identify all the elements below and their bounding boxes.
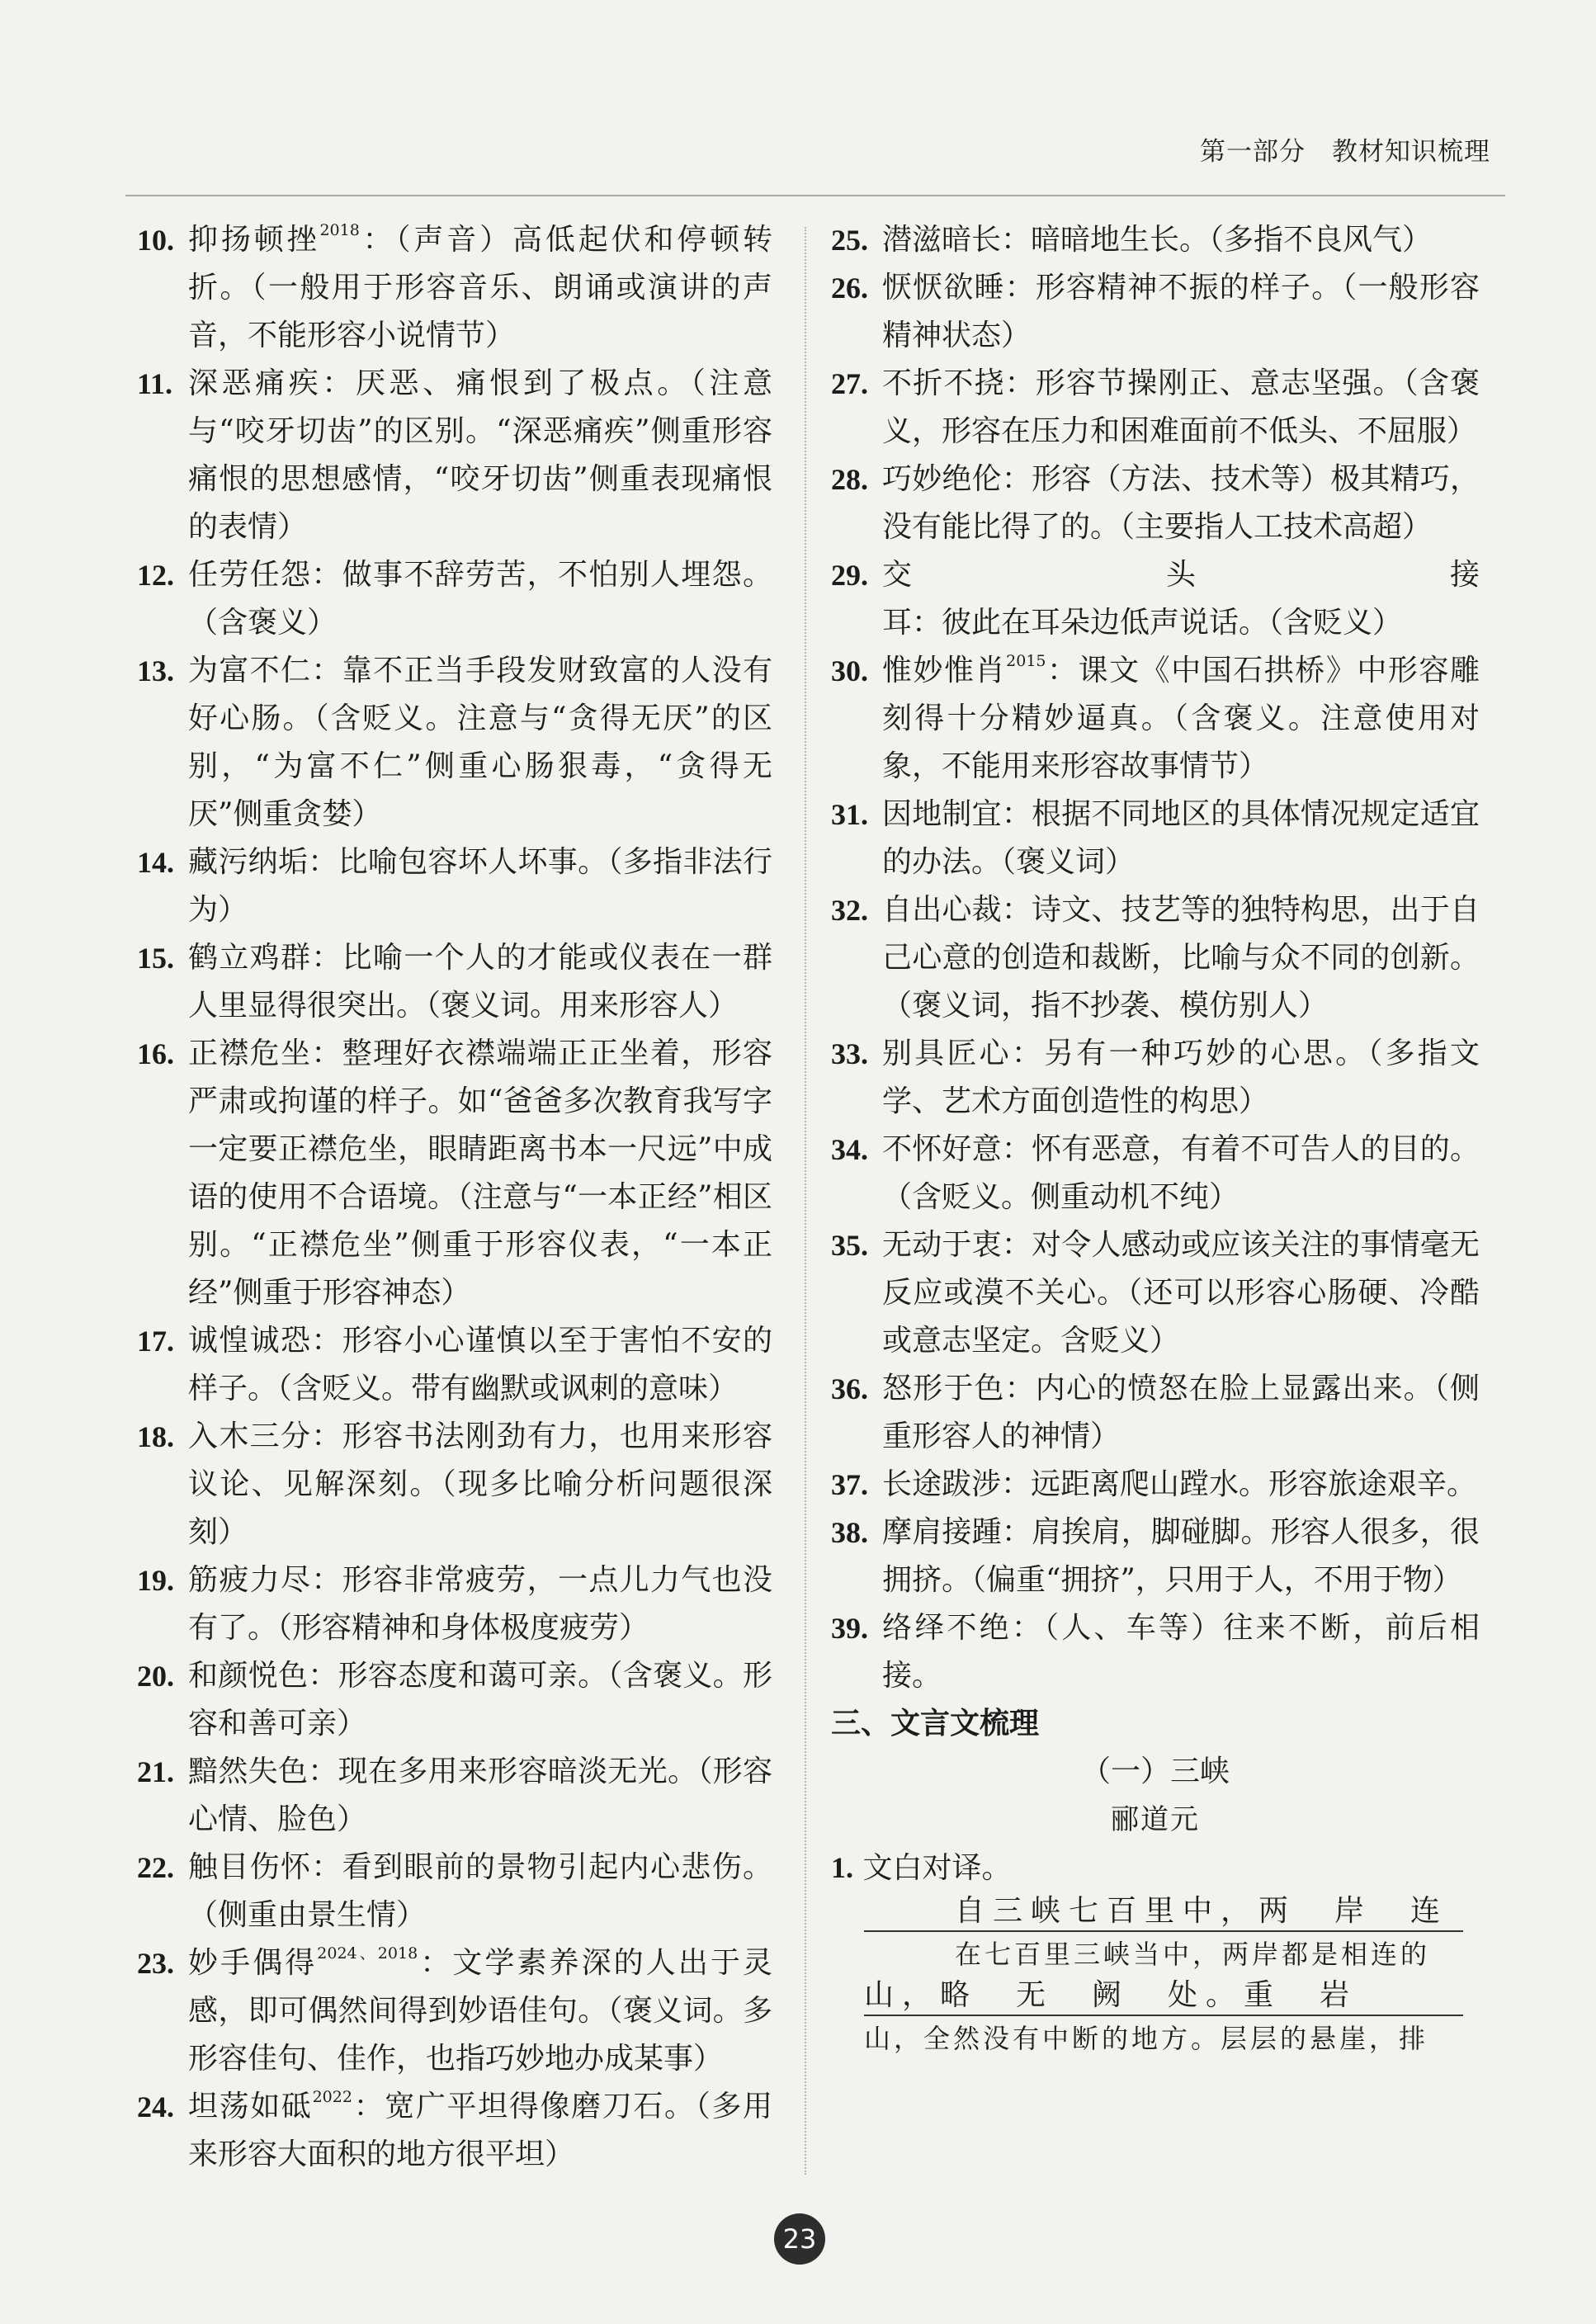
idiom-definition: ：形容态度和蔼可亲。（含褒义。形容和善可亲） (188, 1659, 772, 1741)
idiom-term: 巧妙绝伦 (882, 462, 1002, 496)
idiom-entry (137, 838, 772, 934)
idiom-definition: ：厌恶、痛恨到了极点。（注意与“咬牙切齿”的区别。“深恶痛疾”侧重形容痛恨的思想感情，“咬牙切齿”侧重表现痛恨的表情） (188, 366, 772, 544)
left-column (137, 216, 772, 2179)
exam-year-marker: 2022 (312, 2088, 352, 2106)
entry-number: 29. (831, 559, 868, 592)
page-header: 第一部分 教材知识梳理 (1200, 137, 1490, 167)
exam-year-marker: 2024、2018 (317, 1944, 418, 1963)
idiom-definition: ：肩挨肩，脚碰脚。形容人很多，很拥挤。（偏重“拥挤”，只用于人，不用于物） (882, 1515, 1480, 1597)
modern-translation-line: 山，全然没有中断的地方。层层的悬崖，排 (864, 2023, 1429, 2054)
idiom-term: 诚惶诚恐 (188, 1324, 312, 1358)
idiom-term: 抑扬顿挫 (188, 223, 320, 257)
idiom-entry (831, 360, 1480, 456)
idiom-entry (831, 1604, 1480, 1700)
idiom-term: 络绎不绝 (882, 1611, 1012, 1645)
entry-number: 30. (831, 654, 868, 687)
idiom-term: 妙手偶得 (188, 1946, 318, 1980)
idiom-term: 任劳任怨 (188, 558, 312, 592)
idiom-term: 别具匠心 (882, 1037, 1012, 1070)
idiom-definition: ：比喻包容坏人坏事。（多指非法行为） (188, 845, 772, 927)
idiom-definition: ：宽广平坦得像磨刀石。（多用来形容大面积的地方很平坦） (188, 2090, 772, 2171)
idiom-definition: ：课文《中国石拱桥》中形容雕刻得十分精妙逼真。（含褒义。注意使用对象，不能用来形容故事情节） (882, 654, 1480, 783)
idiom-entry (137, 1030, 772, 1317)
entry-number: 19. (137, 1564, 174, 1597)
idiom-entry (831, 1030, 1480, 1126)
idiom-entry (831, 264, 1480, 360)
idiom-entry (137, 1748, 772, 1844)
entry-number: 10. (137, 224, 174, 257)
idiom-definition: ：形容节操刚正、意志坚强。（含褒义，形容在压力和困难面前不低头、不屈服） (882, 366, 1480, 448)
entry-number: 17. (137, 1325, 174, 1358)
idiom-entry (137, 647, 772, 838)
author-name: 郦道元 (1111, 1803, 1200, 1836)
idiom-entry (137, 2083, 772, 2179)
idiom-term: 为富不仁 (188, 654, 312, 687)
idiom-entry (137, 1939, 772, 2083)
entry-number: 32. (831, 894, 868, 927)
section-title: 三、文言文梳理 (831, 1707, 1040, 1741)
idiom-definition: ：形容书法刚劲有力，也用来形容议论、见解深刻。（现多比喻分析问题很深刻） (188, 1419, 772, 1549)
idiom-definition: ：对令人感动或应该关注的事情毫无反应或漠不关心。（还可以形容心肠硬、冷酷或意志坚定。含贬义） (882, 1228, 1480, 1358)
entry-number: 26. (831, 272, 868, 305)
entry-number: 38. (831, 1516, 868, 1549)
idiom-term: 因地制宜 (882, 797, 1002, 831)
idiom-term: 恹恹欲睡 (882, 271, 1005, 305)
idiom-definition: ：形容（方法、技术等）极其精巧，没有能比得了的。（主要指人工技术高超） (882, 462, 1480, 544)
idiom-entry (831, 1461, 1480, 1509)
entry-number: 33. (831, 1037, 868, 1070)
entry-number: 14. (137, 846, 174, 879)
idiom-term: 黯然失色 (188, 1755, 309, 1788)
idiom-term: 不折不挠 (882, 366, 1005, 400)
idiom-entry (137, 934, 772, 1030)
idiom-definition: ：形容非常疲劳，一点儿力气也没有了。（形容精神和身体极度疲劳） (188, 1563, 772, 1645)
exercise-label: 文白对译。 (862, 1851, 1012, 1885)
idiom-term: 触目伤怀 (188, 1850, 312, 1884)
entry-number: 25. (831, 224, 868, 257)
idiom-term: 自出心裁 (882, 893, 1002, 927)
entry-number: 39. (831, 1612, 868, 1645)
idiom-term: 和颜悦色 (188, 1659, 309, 1693)
exercise-heading (831, 1844, 1480, 1892)
idiom-term: 摩肩接踵 (882, 1515, 1002, 1549)
exam-year-marker: 2018 (319, 221, 360, 239)
entry-number: 13. (137, 654, 174, 687)
idiom-entry (137, 1652, 772, 1748)
idiom-definition: ：彼此在耳朵边低声说话。（含贬义） (912, 606, 1403, 640)
entry-number: 23. (137, 1947, 174, 1980)
classical-line: 自三峡七百里中，两 岸 连 (864, 1892, 1463, 1932)
idiom-entry (137, 1844, 772, 1939)
idiom-entry (831, 1509, 1480, 1604)
idiom-term: 长途跋涉 (882, 1467, 1002, 1501)
entry-number: 11. (137, 367, 173, 400)
idiom-entry (831, 1221, 1480, 1365)
idiom-entry (137, 360, 772, 551)
idiom-term: 深恶痛疾 (188, 366, 323, 400)
idiom-term: 怒形于色 (882, 1372, 1005, 1405)
entry-number: 12. (137, 559, 174, 592)
entry-number: 20. (137, 1660, 174, 1693)
idiom-definition: ：远距离爬山蹚水。形容旅途艰辛。 (1001, 1467, 1477, 1501)
entry-number: 36. (831, 1372, 868, 1405)
idiom-definition: ：根据不同地区的具体情况规定适宜的办法。（褒义词） (882, 797, 1480, 879)
exam-year-marker: 2015 (1006, 652, 1046, 670)
idiom-entry (137, 1317, 772, 1413)
idiom-definition: ：比喻一个人的才能或仪表在一群人里显得很突出。（褒义词。用来形容人） (188, 941, 772, 1023)
idiom-term: 筋疲力尽 (188, 1563, 312, 1597)
entry-number: 18. (137, 1420, 174, 1453)
translation-block (864, 1892, 1463, 2061)
right-column (831, 216, 1480, 2061)
idiom-definition: ：（人、车等）往来不断，前后相接。 (882, 1611, 1480, 1693)
idiom-entry (831, 886, 1480, 1030)
idiom-definition: ：靠不正当手段发财致富的人没有好心肠。（含贬义。注意与“贪得无厌”的区别，“为富不仁”侧重心肠狠毒，“贪得无厌”侧重贪婪） (188, 654, 772, 831)
entry-number: 28. (831, 463, 868, 496)
idiom-entry (831, 1126, 1480, 1221)
idiom-entry (831, 1365, 1480, 1461)
page-number: 23 (774, 2213, 825, 2265)
idiom-term: 藏污纳垢 (188, 845, 309, 879)
idiom-definition: ：整理好衣襟端端正正坐着，形容严肃或拘谨的样子。如“爸爸多次教育我写字一定要正襟危坐，眼睛距离书本一尺远”中成语的使用不合语境。（注意与“一本正经”相区别。“正襟危坐”侧重于形容仪表，“一本正经”侧重于形容神态） (188, 1037, 772, 1310)
idiom-definition: ：现在多用来形容暗淡无光。（形容心情、脸色） (188, 1755, 772, 1836)
idiom-definition: ：形容小心谨慎以至于害怕不安的样子。（含贬义。带有幽默或讽刺的意味） (188, 1324, 772, 1405)
entry-number: 22. (137, 1851, 174, 1884)
subsection-title: （一）三峡 (1080, 1755, 1230, 1788)
modern-translation-line: 在七百里三峡当中，两岸都是相连的 (955, 1939, 1431, 1970)
idiom-definition: ：怀有恶意，有着不可告人的目的。（含贬义。侧重动机不纯） (882, 1132, 1480, 1214)
idiom-term: 入木三分 (188, 1419, 312, 1453)
idiom-term: 无动于衷 (882, 1228, 1002, 1262)
idiom-definition: ：诗文、技艺等的独特构思，出于自己心意的创造和裁断，比喻与众不同的创新。（褒义词，指不抄袭、模仿别人） (882, 893, 1480, 1023)
idiom-definition: ：内心的愤怒在脸上显露出来。（侧重形容人的神情） (882, 1372, 1480, 1453)
idiom-entry (831, 647, 1480, 791)
idiom-definition: ：（声音）高低起伏和停顿转折。（一般用于形容音乐、朗诵或演讲的声音，不能形容小说情节） (188, 223, 772, 352)
idiom-entry (831, 216, 1480, 264)
entry-number: 24. (137, 2090, 174, 2123)
idiom-entry (831, 551, 1480, 647)
entry-number: 16. (137, 1037, 174, 1070)
idiom-entry (137, 551, 772, 647)
exercise-number: 1. (831, 1851, 853, 1884)
idiom-term: 潜滋暗长 (882, 223, 1002, 257)
idiom-entry (831, 791, 1480, 886)
entry-number: 27. (831, 367, 868, 400)
entry-number: 37. (831, 1468, 868, 1501)
idiom-definition: ：另有一种巧妙的心思。（多指文学、艺术方面创造性的构思） (882, 1037, 1480, 1118)
entry-number: 34. (831, 1133, 868, 1166)
idiom-term: 不怀好意 (882, 1132, 1002, 1166)
right-entries (831, 216, 1480, 1700)
idiom-term: 坦荡如砥 (188, 2090, 313, 2123)
entry-number: 21. (137, 1755, 174, 1788)
classical-line: 山，略 无 阙 处。重 岩 (864, 1977, 1463, 2016)
idiom-entry (137, 216, 772, 360)
idiom-definition: ：形容精神不振的样子。（一般形容精神状态） (882, 271, 1480, 352)
idiom-entry (137, 1413, 772, 1556)
header-divider (125, 195, 1505, 196)
idiom-definition: ：做事不辞劳苦，不怕别人埋怨。（含褒义） (188, 558, 772, 640)
idiom-term: 交头接耳 (882, 558, 1480, 640)
idiom-entry (831, 456, 1480, 551)
idiom-term: 鹤立鸡群 (188, 941, 312, 975)
column-divider (805, 227, 806, 2175)
entry-number: 31. (831, 798, 868, 831)
entry-number: 15. (137, 942, 174, 975)
entry-number: 35. (831, 1229, 868, 1262)
idiom-term: 惟妙惟肖 (882, 654, 1007, 687)
idiom-definition: ：看到眼前的景物引起内心悲伤。（侧重由景生情） (188, 1850, 772, 1932)
idiom-definition: ：文学素养深的人出于灵感，即可偶然间得到妙语佳句。（褒义词。多形容佳句、佳作，也指巧妙地办成某事） (188, 1946, 772, 2076)
idiom-entry (137, 1556, 772, 1652)
idiom-term: 正襟危坐 (188, 1037, 312, 1070)
idiom-definition: ：暗暗地生长。（多指不良风气） (1001, 223, 1433, 257)
